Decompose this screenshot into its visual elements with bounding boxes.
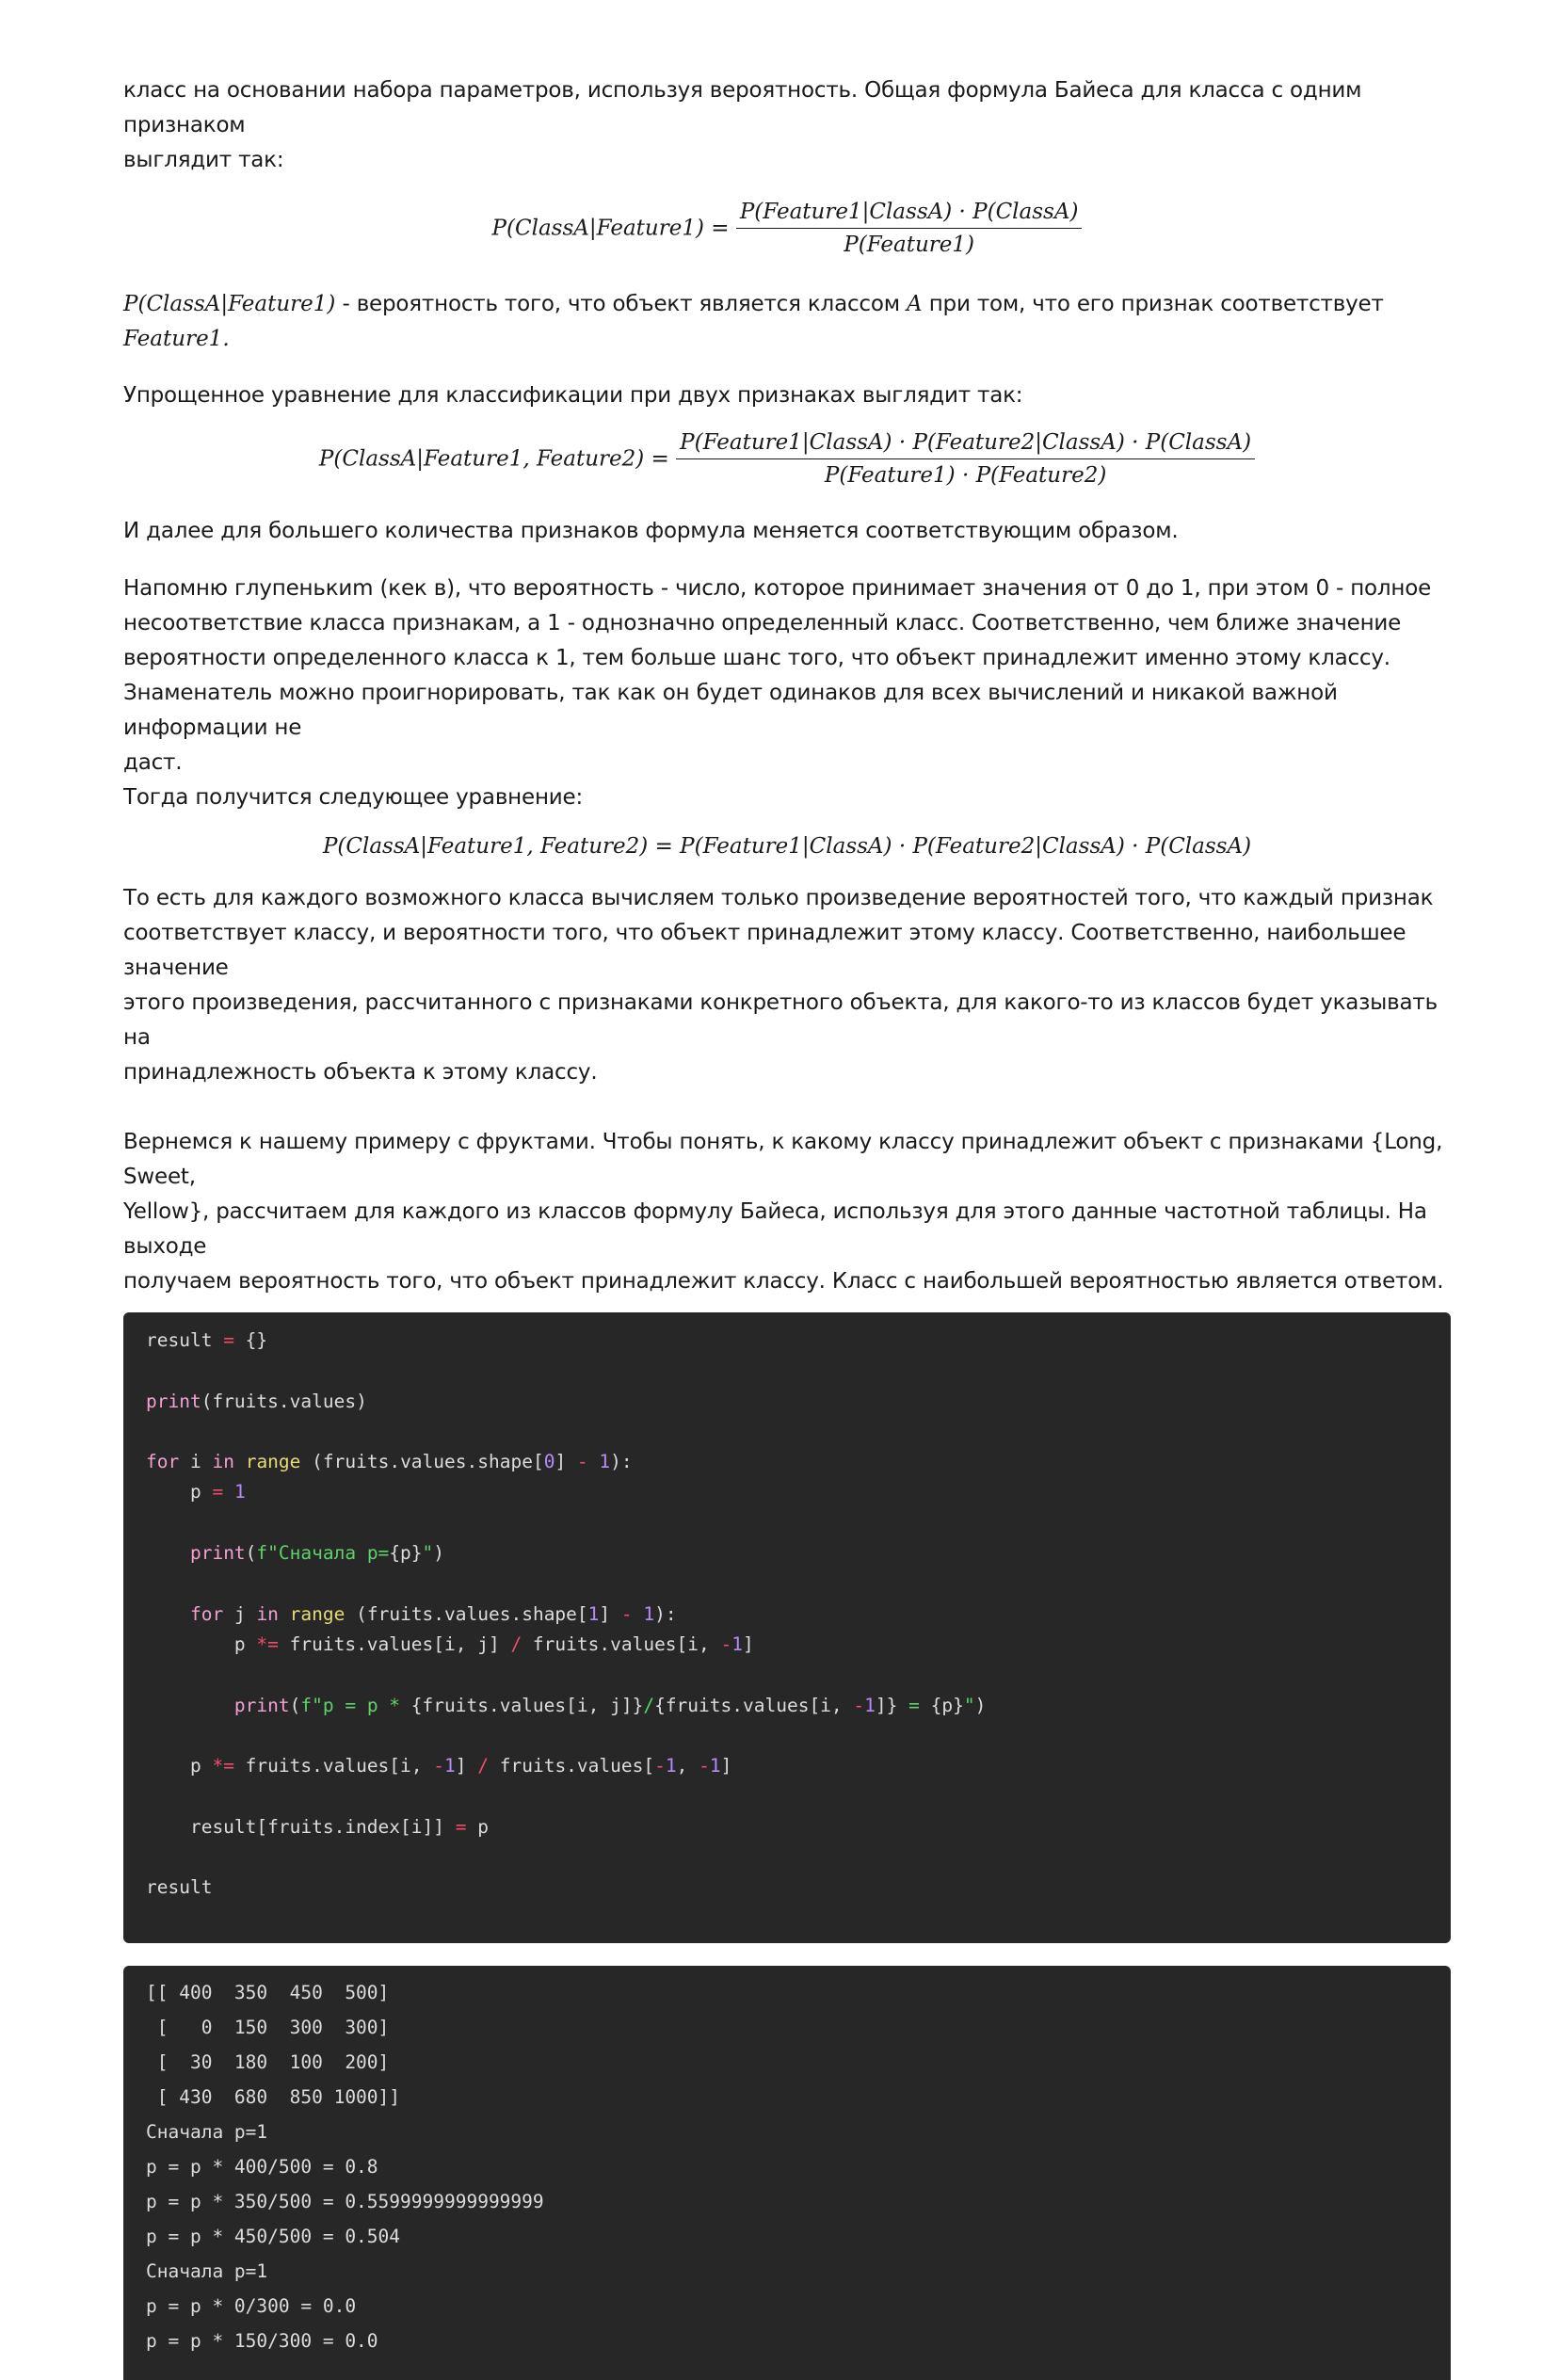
- bayes-formula-simplified: P(ClassA|Feature1, Feature2) = P(Feature1|ClassA) · P(Feature2|ClassA) · P(ClassA): [322, 834, 1252, 859]
- product-line: соответствует классу, и вероятности того, что объект принадлежит этому классу. Соответственно, наибольшее значение: [123, 921, 1406, 980]
- explain-math-start: P(ClassA|Feature1): [123, 292, 336, 316]
- output-line: Сначала p=1: [146, 2121, 268, 2143]
- reminder-line: вероятности определенного класса к 1, тем больше шанс того, что объект принадлежит именно этому классу.: [123, 646, 1390, 670]
- bayes-formula-one-feature: [123, 199, 1451, 268]
- article-content: [123, 73, 1451, 2380]
- reminder-line: Напомню глупенькиm (кек в), что вероятность - число, которое принимает значения от 0 до 1, при этом 0 - полное: [123, 576, 1432, 601]
- simplified-intro: Упрощенное уравнение для классификации при двух признаках выглядит так:: [123, 383, 1023, 408]
- formula1-fraction: [736, 199, 1083, 258]
- explain-text-b: при том, что его признак соответствует: [922, 292, 1384, 316]
- output-line: p = p * 150/300 = 0.0: [146, 2330, 378, 2352]
- fruits-line: получаем вероятность того, что объект принадлежит классу. Класс с наибольшей вероятностью является ответом.: [123, 1269, 1444, 1294]
- bayes-formula-two-features: [123, 429, 1451, 499]
- output-line: p = p * 450/500 = 0.504: [146, 2226, 401, 2247]
- code-text: result = {} print(fruits.values) for i in range (fruits.values.shape[0] - 1): p = 1 print(f"Сначала p={p}") for j in range (fruits.values.shape[1] - 1): p *= fruits.values[i, j] / fruits.values[i, -1] print(f"p = p * {fruits.values[i, j]}/{fruits.values[i, -1]} = {p}") p *= fruits.values[i, -1] / fruits.values[-1, -1] result[fruits.index[i]] = p result: [146, 1329, 987, 1899]
- output-line: p = p * 350/500 = 0.5599999999999999: [146, 2191, 544, 2212]
- reminder-line: несоответствие класса признакам, а 1 - однозначно определенный класс. Соответственно, чем ближе значение: [123, 611, 1402, 635]
- output-line: [ 30 180 100 200]: [146, 2051, 390, 2073]
- formula2-numerator: P(Feature1|ClassA) · P(Feature2|ClassA) · P(ClassA): [676, 429, 1255, 459]
- code-cell[interactable]: [123, 1312, 1451, 1943]
- reminder-line: Знаменатель можно проигнорировать, так как он будет одинаков для всех вычислений и никакой важной информации не: [123, 681, 1338, 740]
- formula2-denominator: P(Feature1) · P(Feature2): [824, 463, 1107, 488]
- fruits-line: Yellow}, рассчитаем для каждого из классов формулу Байеса, используя для этого данные частотной таблицы. На выходе: [123, 1199, 1427, 1259]
- product-line: этого произведения, рассчитанного с признаками конкретного объекта, для какого-то из классов будет указывать на: [123, 990, 1438, 1050]
- formula1-numerator: P(Feature1|ClassA) · P(ClassA): [736, 199, 1083, 229]
- formula1-lhs: P(ClassA|Feature1) =: [491, 216, 730, 241]
- product-line: То есть для каждого возможного класса вычисляем только произведение вероятностей того, что каждый признак: [123, 886, 1434, 910]
- output-line: [ 0 150 300 300]: [146, 2017, 390, 2038]
- explain-text-a: - вероятность того, что объект является классом: [335, 292, 907, 316]
- formula1-denominator: P(Feature1): [844, 233, 975, 257]
- intro-line-1: класс на основании набора параметров, используя вероятность. Общая формула Байеса для класса с одним признаком: [123, 78, 1362, 137]
- more-features-text: И далее для большего количества признаков формула меняется соответствующим образом.: [123, 519, 1179, 543]
- reminder-paragraph: [123, 571, 1451, 815]
- output-line: Сначала p=1: [146, 2260, 268, 2282]
- explain-math-end: Feature1.: [123, 327, 230, 351]
- output-line: [[ 400 350 450 500]: [146, 1982, 390, 2003]
- reminder-line: Тогда получится следующее уравнение:: [123, 785, 584, 810]
- output-line: [ 430 680 850 1000]]: [146, 2086, 401, 2108]
- fruits-line: Вернемся к нашему примеру с фруктами. Чтобы понять, к какому классу принадлежит объект с признаками {Long, Sweet,: [123, 1130, 1443, 1189]
- product-line: принадлежность объекта к этому классу.: [123, 1060, 598, 1085]
- output-cell: [123, 1966, 1451, 2380]
- output-line: p = p * 400/500 = 0.8: [146, 2156, 378, 2178]
- product-paragraph: [123, 881, 1451, 1090]
- formula2-fraction: [676, 429, 1255, 489]
- output-line: p = p * 0/300 = 0.0: [146, 2295, 357, 2317]
- formula2-lhs: P(ClassA|Feature1, Feature2) =: [318, 446, 669, 472]
- explain-feature1: [123, 287, 1451, 357]
- explain-math-a: A: [906, 292, 923, 316]
- reminder-line: даст.: [123, 750, 183, 775]
- fruits-paragraph: [123, 1125, 1451, 1299]
- intro-line-2: выглядит так:: [123, 148, 284, 172]
